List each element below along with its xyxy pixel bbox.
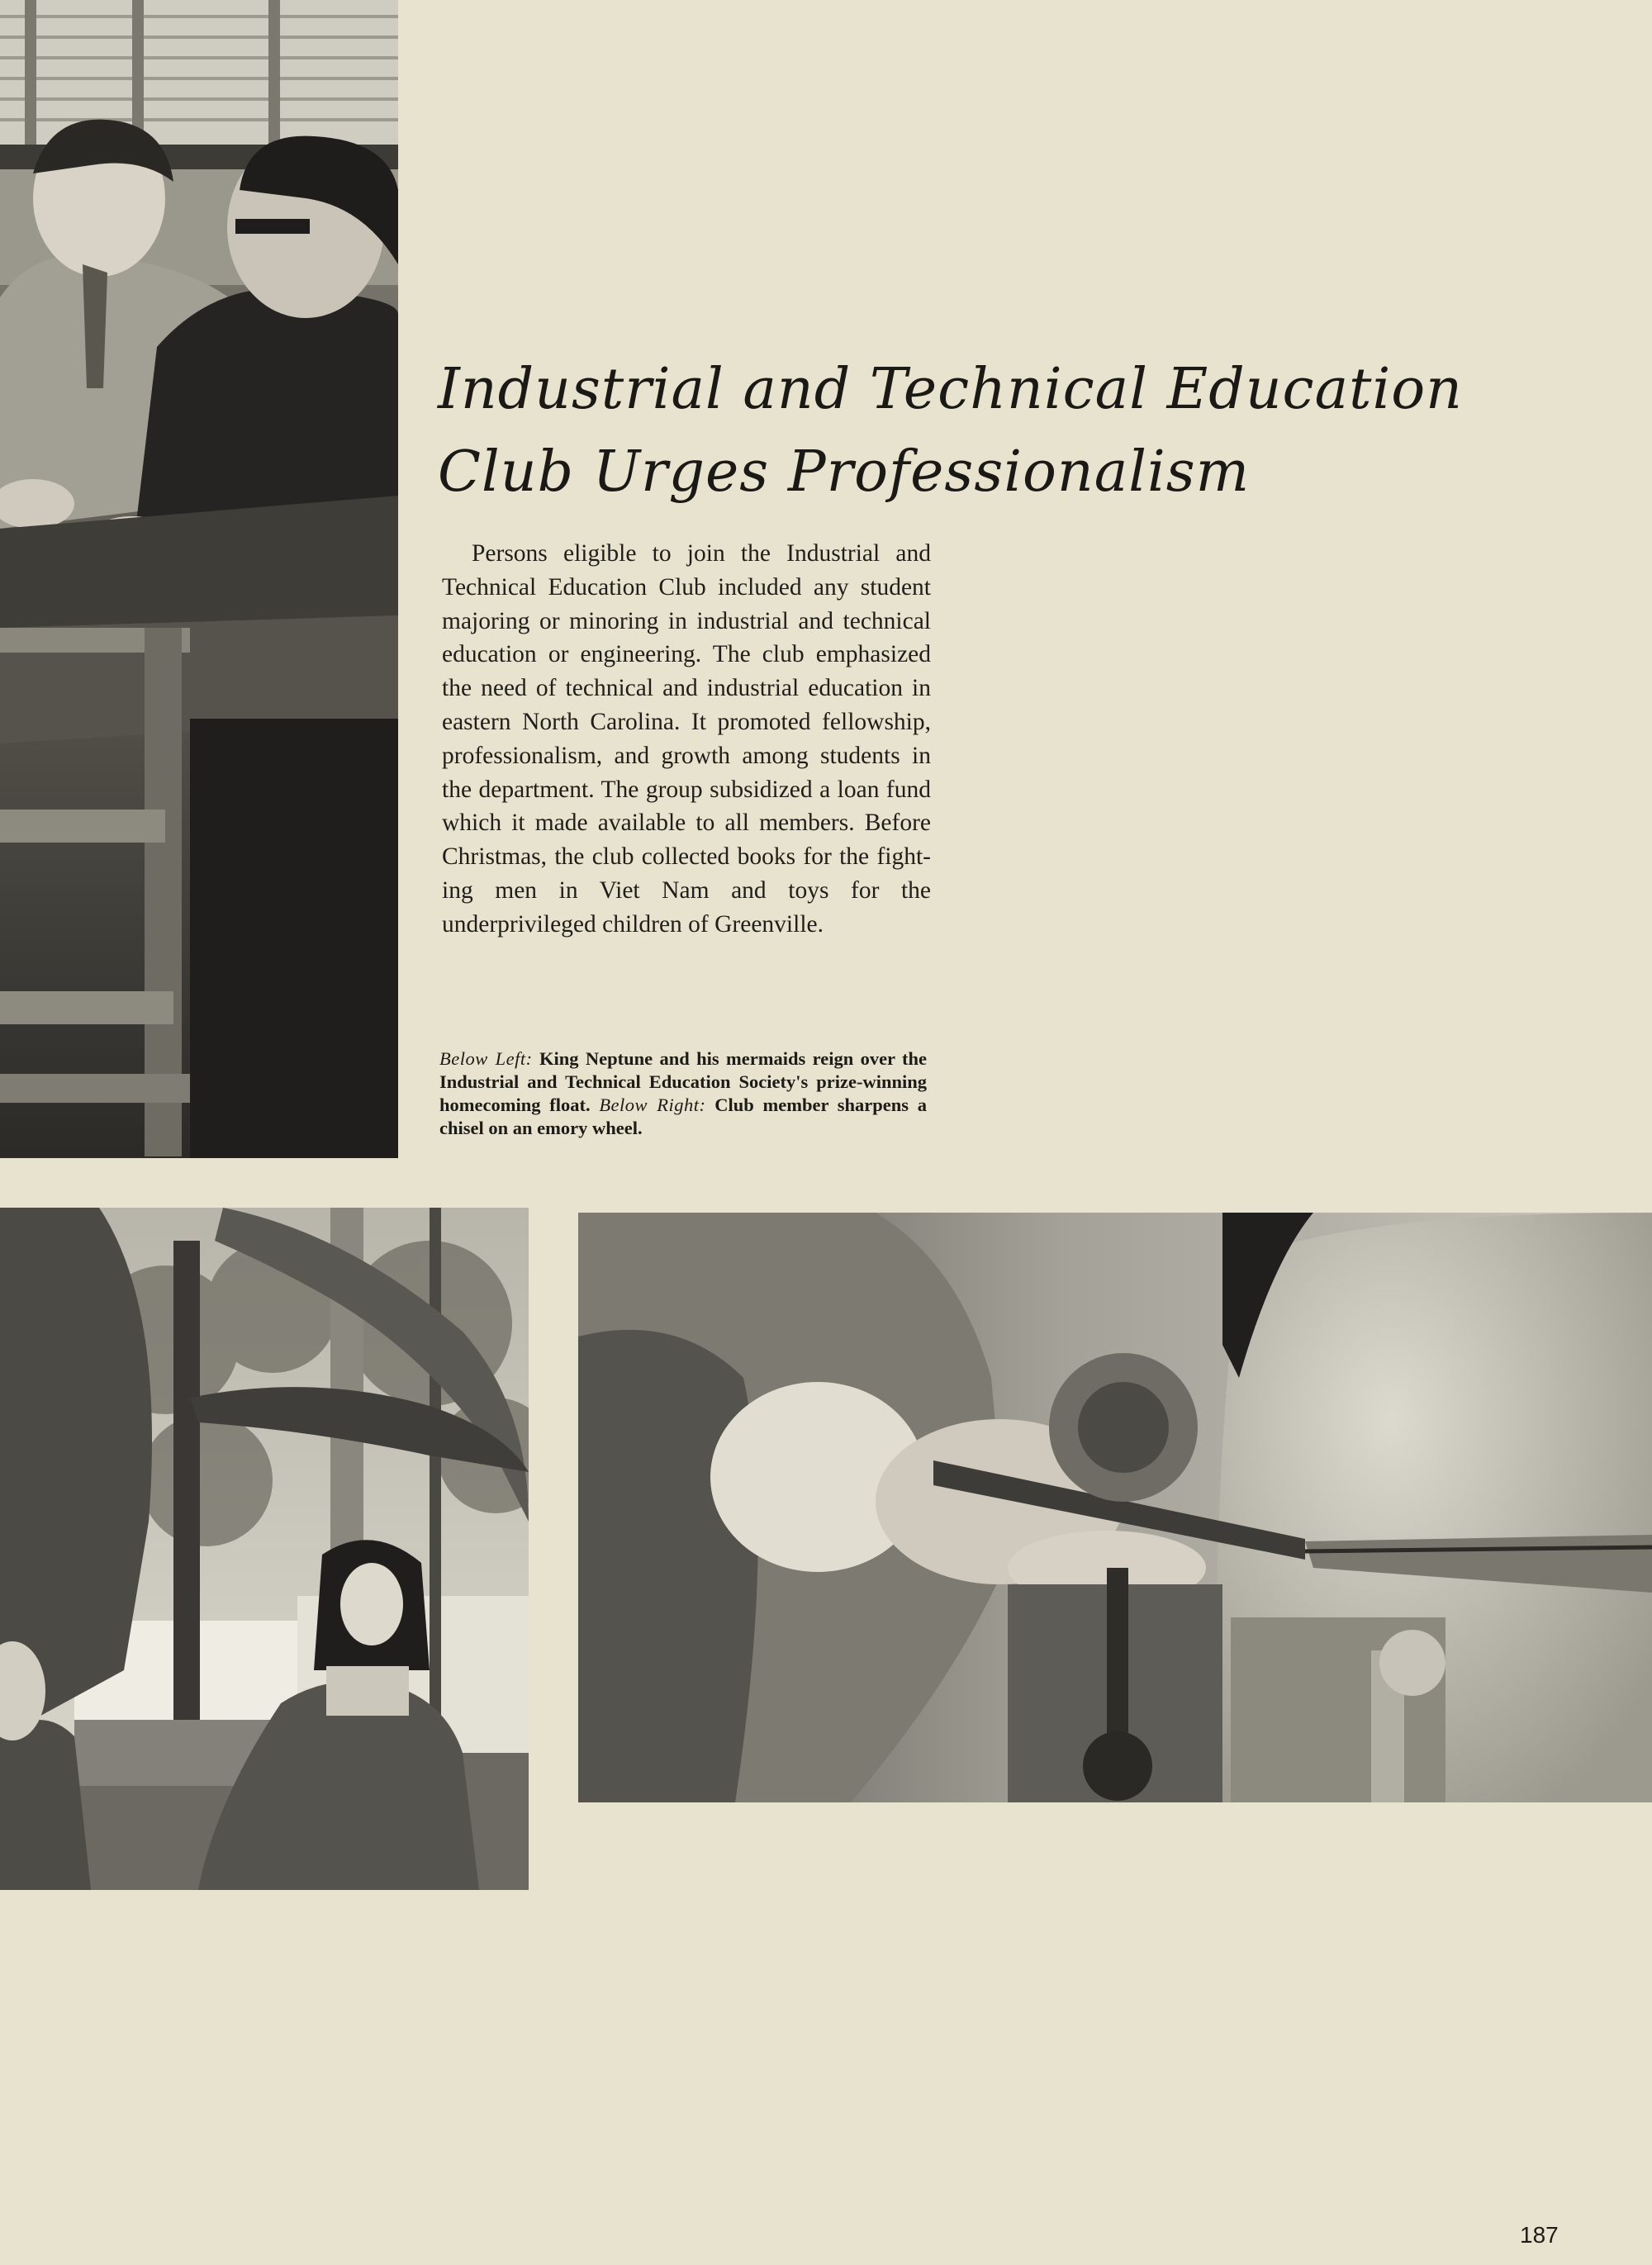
- students-at-table-photo: [0, 0, 398, 1158]
- photo-caption: [439, 1047, 927, 1140]
- caption-left-text: King Neptune and his mermaids reign over the Industrial and Technical Education Society's prize-winning homecoming float.: [439, 1048, 927, 1115]
- headline-line-2: Club Urges Professionalism: [438, 439, 1251, 505]
- homecoming-float-photo: [0, 1208, 529, 1890]
- chisel-grinding-photo: [578, 1213, 1652, 1802]
- article-body: Persons eligible to join the Industrial and Technical Education Club included any student majoring or minoring in industrial and technical education or engineering. The club emphasized the need of technical and industrial education in eastern North Carolina. It promoted fellowship, professionalism, and growth among students in the department. The group subsidized a loan fund which it made available to all members. Before Christmas, the club collected books for the fighting men in Viet Nam and toys for the underprivileged children of Greenville.: [442, 540, 931, 938]
- caption-right-text: Club member sharpens a chisel on an emory wheel.: [439, 1095, 928, 1138]
- headline-line-1: Industrial and Technical Education: [438, 357, 1463, 422]
- students-at-table-image: [0, 0, 398, 1158]
- caption-right-label: Below Right:: [599, 1095, 706, 1115]
- article-headline: [438, 349, 1463, 514]
- caption-left-label: Below Left:: [439, 1048, 533, 1069]
- homecoming-float-image: [0, 1208, 529, 1890]
- chisel-grinding-image: [578, 1213, 1652, 1802]
- page-number: 187: [1520, 2222, 1559, 2248]
